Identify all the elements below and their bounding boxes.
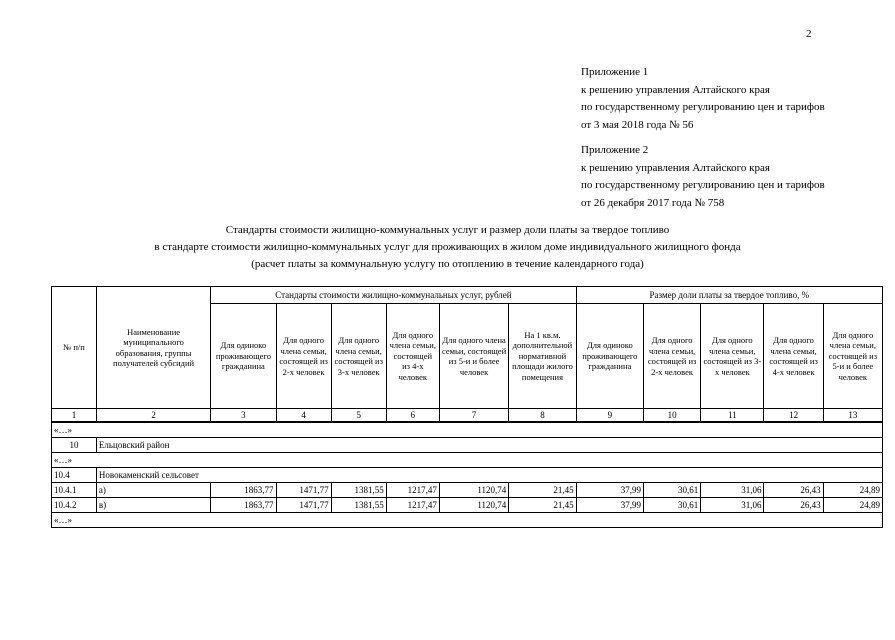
row-name: а) [96,483,210,498]
header-sub2-1: Для одиноко проживающего гражданина [576,304,643,409]
appendix-1-header [581,64,825,134]
value-cell: 1120,74 [439,483,508,498]
value-cell: 30,61 [644,498,701,513]
header-sub2-4: Для одного члена семьи, состоящей из 4-х человек [764,304,823,409]
ellipsis-cell: «…» [52,422,883,438]
header-sub2-3: Для одного члена семьи, состоящей из 3-х человек [701,304,764,409]
header-np: № п/п [52,287,97,409]
ellipsis-row [52,513,883,528]
header-sub1-1: Для одиноко проживающего гражданина [211,304,276,409]
table-row [52,483,883,498]
header-sub1-5: Для одного члена семьи, состоящей из 5-и и более человек [439,304,508,409]
row-number: 10.4 [52,468,97,483]
title-line-1: Стандарты стоимости жилищно-коммунальных услуг и размер доли платы за твердое топливо [225,224,670,236]
appendix-2-line-2: к решению управления Алтайского края [581,161,770,174]
header-group-fuel-share: Размер доли платы за твердое топливо, % [576,287,882,304]
header-sub2-5: Для одного члена семьи, состоящей из 5-и и более человек [823,304,882,409]
value-cell: 31,06 [701,498,764,513]
header-sub2-2: Для одного члена семьи, состоящей из 2-х человек [644,304,701,409]
value-cell: 37,99 [576,483,643,498]
col-number: 10 [644,409,701,423]
header-municipality: Наименование муниципального образования, группы получателей субсидий [96,287,210,409]
appendix-1-line-2: к решению управления Алтайского края [581,83,770,96]
document-title [0,222,895,273]
row-name: Ельцовский район [96,438,882,453]
appendix-1-line-4: от 3 мая 2018 года № 56 [581,118,694,131]
row-number: 10.4.1 [52,483,97,498]
value-cell: 1863,77 [211,483,276,498]
row-number: 10 [52,438,97,453]
header-sub1-3: Для одного члена семьи, состоящей из 3-х человек [331,304,386,409]
appendix-1-line-3: по государственному регулированию цен и тарифов [581,101,825,113]
value-cell: 24,89 [823,498,882,513]
value-cell: 1381,55 [331,483,386,498]
value-cell: 1471,77 [276,483,331,498]
col-number: 5 [331,409,386,423]
row-name: Новокаменский сельсовет [96,468,882,483]
value-cell: 24,89 [823,483,882,498]
header-group-standards: Стандарты стоимости жилищно-коммунальных услуг, рублей [211,287,576,304]
appendix-2-line-3: по государственному регулированию цен и тарифов [581,179,825,191]
col-number: 7 [439,409,508,423]
value-cell: 26,43 [764,483,823,498]
appendix-2-header [581,142,825,212]
appendix-1-line-1: Приложение 1 [581,66,649,78]
value-cell: 37,99 [576,498,643,513]
row-number: 10.4.2 [52,498,97,513]
header-sub1-4: Для одного члена семьи, состоящей из 4-х человек [386,304,439,409]
page-number: 2 [806,28,812,40]
col-number: 6 [386,409,439,423]
header-sub1-2: Для одного члена семьи, состоящей из 2-х человек [276,304,331,409]
col-number: 12 [764,409,823,423]
column-number-row [52,409,883,423]
appendix-2-line-4: от 26 декабря 2017 года № 758 [581,196,725,209]
value-cell: 1217,47 [386,498,439,513]
appendix-2-line-1: Приложение 2 [581,144,649,156]
ellipsis-row [52,422,883,438]
ellipsis-row [52,453,883,468]
title-line-3: (расчет платы за коммунальную услугу по отоплению в течение календарного года) [251,258,644,270]
ellipsis-cell: «…» [52,453,883,468]
value-cell: 30,61 [644,483,701,498]
value-cell: 31,06 [701,483,764,498]
table-row [52,438,883,453]
value-cell: 1471,77 [276,498,331,513]
col-number: 8 [509,409,576,423]
value-cell: 21,45 [509,483,576,498]
table-row [52,468,883,483]
value-cell: 21,45 [509,498,576,513]
col-number: 2 [96,409,210,423]
title-line-2: в стандарте стоимости жилищно-коммунальных услуг для проживающих в жилом доме индивидуального жилищного фонда [154,241,741,253]
col-number: 13 [823,409,882,423]
col-number: 4 [276,409,331,423]
header-sub1-6: На 1 кв.м. дополнительной нормативной площади жилого помещения [509,304,576,409]
value-cell: 26,43 [764,498,823,513]
ellipsis-cell: «…» [52,513,883,528]
standards-table [51,286,883,528]
value-cell: 1120,74 [439,498,508,513]
value-cell: 1217,47 [386,483,439,498]
col-number: 3 [211,409,276,423]
value-cell: 1381,55 [331,498,386,513]
table-row [52,498,883,513]
row-name: в) [96,498,210,513]
value-cell: 1863,77 [211,498,276,513]
col-number: 1 [52,409,97,423]
col-number: 11 [701,409,764,423]
col-number: 9 [576,409,643,423]
